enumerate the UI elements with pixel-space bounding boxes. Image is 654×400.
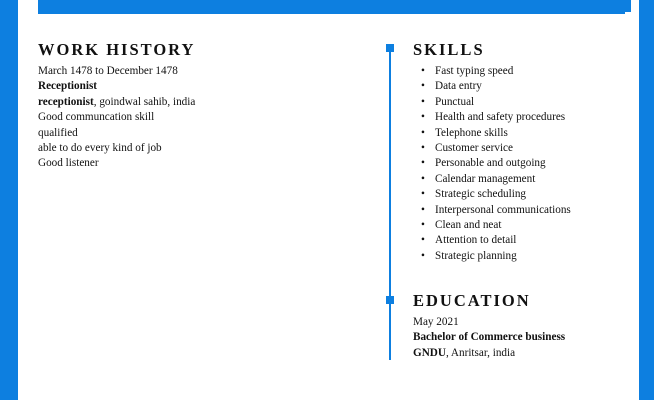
resume-page: [18, 0, 639, 400]
work-history-title: WORK HISTORY: [38, 40, 196, 59]
skills-marker: [386, 44, 394, 52]
education-date: May 2021: [413, 316, 459, 328]
skill-item: • Strategic planning: [418, 249, 571, 264]
work-detail: qualified: [38, 126, 78, 139]
education-school: GNDU: [413, 346, 446, 359]
work-location: , goindwal sahib, india: [93, 95, 196, 108]
skill-item: • Personable and outgoing: [418, 156, 571, 171]
header-band-notch: [625, 12, 631, 14]
work-detail: Good listener: [38, 157, 99, 170]
skill-item: • Telephone skills: [418, 126, 571, 141]
skill-item: • Calendar management: [418, 172, 571, 187]
skill-item: • Customer service: [418, 141, 571, 156]
timeline-line: [389, 50, 391, 360]
skill-item: • Fast typing speed: [418, 64, 571, 79]
work-employer: [38, 95, 195, 110]
work-job-title: Receptionist: [38, 80, 98, 93]
skill-item: • Interpersonal communications: [418, 203, 571, 218]
skills-title: SKILLS: [413, 40, 485, 59]
education-institution: [413, 346, 515, 361]
work-dates: March 1478 to December 1478: [38, 65, 178, 77]
education-marker: [386, 296, 394, 304]
skill-item: • Punctual: [418, 95, 571, 110]
skill-item: • Attention to detail: [418, 233, 571, 248]
work-detail: able to do every kind of job: [38, 142, 162, 154]
work-company: receptionist: [38, 95, 94, 108]
education-degree: Bachelor of Commerce business: [413, 331, 566, 344]
skills-list: [418, 64, 571, 264]
education-title: EDUCATION: [413, 291, 531, 310]
skill-item: • Data entry: [418, 79, 571, 94]
work-detail: Good communcation skill: [38, 111, 155, 124]
skill-item: • Strategic scheduling: [418, 187, 571, 202]
education-location: , Anritsar, india: [445, 346, 516, 359]
skill-item: • Health and safety procedures: [418, 110, 571, 125]
skill-item: • Clean and neat: [418, 218, 571, 233]
header-band: [38, 0, 631, 14]
